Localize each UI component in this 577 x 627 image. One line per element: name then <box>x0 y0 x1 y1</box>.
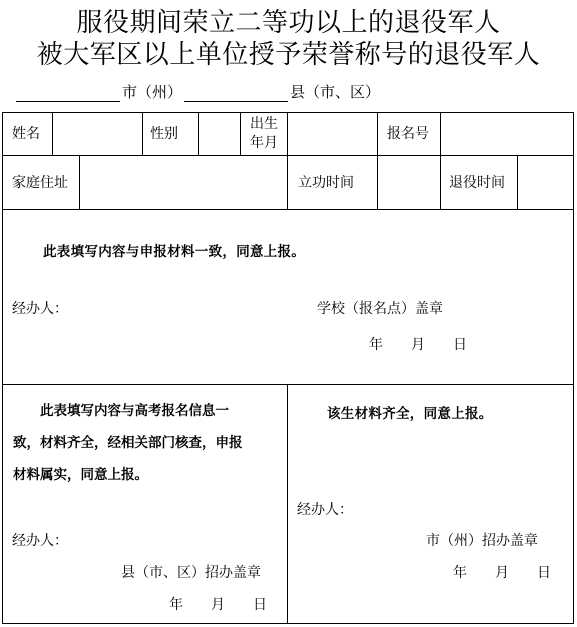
birth-label-1: 出生 <box>250 116 278 132</box>
reg-no-field[interactable] <box>442 115 571 153</box>
cell-divider <box>440 113 441 155</box>
county-statement-line: 材料属实，同意上报。 <box>13 467 148 483</box>
retire-time-field[interactable] <box>519 157 571 207</box>
row-divider <box>3 209 573 210</box>
title-line-2: 被大军区以上单位授予荣誉称号的退役军人 <box>36 40 541 70</box>
address-field[interactable] <box>81 157 285 207</box>
gender-field[interactable] <box>200 115 238 153</box>
county-date-label: 年 月 日 <box>169 597 267 613</box>
school-statement: 此表填写内容与申报材料一致，同意上报。 <box>43 244 306 260</box>
merit-time-field[interactable] <box>379 157 438 207</box>
cell-divider <box>517 155 518 209</box>
title-line-1: 服役期间荣立二等功以上的退役军人 <box>76 8 501 38</box>
county-statement-line: 致，材料齐全，经相关部门核查，申报 <box>13 435 243 451</box>
city-blank-field[interactable] <box>16 83 120 102</box>
row-divider <box>3 155 573 156</box>
city-label: 市（州） <box>122 83 183 101</box>
city-handler-label: 经办人： <box>297 502 353 518</box>
county-statement-line: 此表填写内容与高考报名信息一 <box>13 403 229 419</box>
name-label: 姓名 <box>12 126 40 142</box>
name-field[interactable] <box>54 115 140 153</box>
city-date-label: 年 月 日 <box>453 565 551 581</box>
cell-divider <box>52 113 53 155</box>
city-statement: 该生材料齐全，同意上报。 <box>327 406 493 422</box>
birth-field[interactable] <box>289 115 375 153</box>
cell-divider <box>240 113 241 155</box>
birth-label-2: 年月 <box>250 135 278 151</box>
cell-divider <box>377 155 378 209</box>
school-seal-label: 学校（报名点）盖章 <box>317 301 443 317</box>
row-divider <box>3 384 573 385</box>
county-blank-field[interactable] <box>184 83 288 102</box>
reg-no-label: 报名号 <box>387 126 429 142</box>
school-handler-label: 经办人： <box>12 301 68 317</box>
address-label: 家庭住址 <box>12 175 68 191</box>
retire-time-label: 退役时间 <box>449 175 505 191</box>
county-handler-label: 经办人： <box>12 533 68 549</box>
county-label: 县（市、区） <box>290 83 381 101</box>
county-seal-label: 县（市、区）招办盖章 <box>121 565 261 581</box>
school-date-label: 年 月 日 <box>369 337 467 353</box>
cell-divider <box>377 113 378 155</box>
cell-divider <box>142 113 143 155</box>
county-statement <box>13 395 283 491</box>
cell-divider <box>79 155 80 209</box>
registration-form-table <box>2 112 574 624</box>
cell-divider <box>440 155 441 209</box>
cell-divider <box>287 384 288 623</box>
merit-time-label: 立功时间 <box>298 175 354 191</box>
region-line <box>16 80 382 102</box>
gender-label: 性别 <box>150 126 178 142</box>
city-seal-label: 市（州）招办盖章 <box>426 533 538 549</box>
cell-divider <box>287 113 288 155</box>
cell-divider <box>287 155 288 209</box>
cell-divider <box>198 113 199 155</box>
